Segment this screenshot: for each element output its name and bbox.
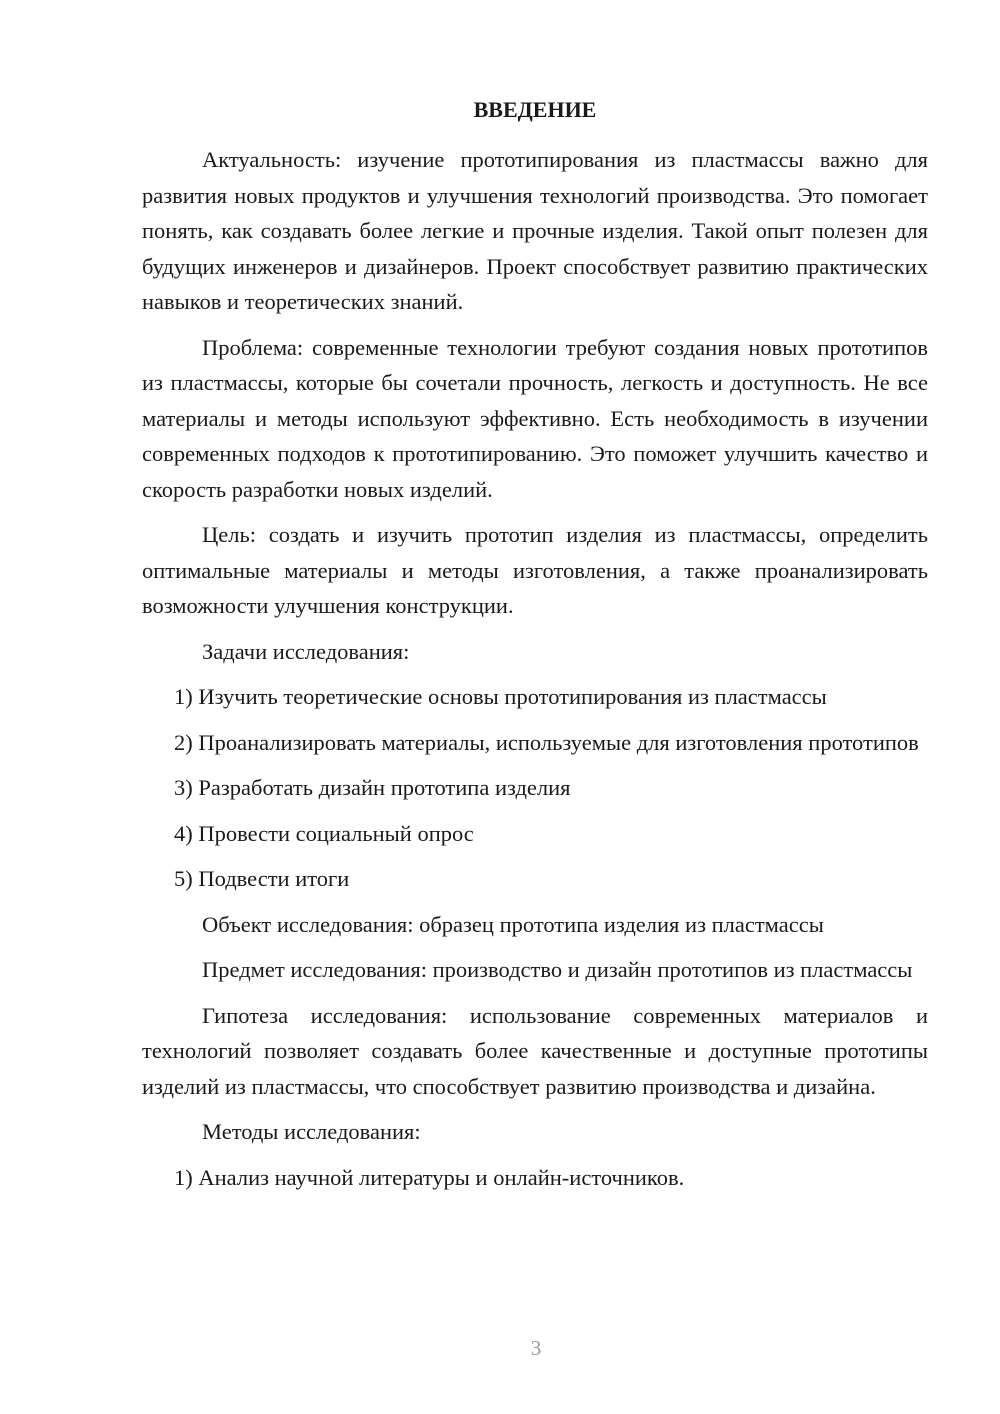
tasks-heading: Задачи исследования: xyxy=(202,638,410,664)
method-item-1: 1) Анализ научной литературы и онлайн-источников. xyxy=(174,1164,685,1190)
methods-heading: Методы исследования: xyxy=(202,1119,421,1144)
problem-paragraph: Проблема: современные технологии требуют создания новых прототипов из пластмассы, которые бы сочетали прочность, легкость и доступность. Не все материалы и методы используют эффективно. Есть необходимость в изучении современных подходов к прототипированию. Это поможет улучшить качество и скорость разработки новых изделий. xyxy=(142,334,928,502)
task-item-2: 2) Проанализировать материалы, используемые для изготовления прототипов xyxy=(174,729,919,755)
hypothesis-paragraph: Гипотеза исследования: использование современных материалов и технологий позволяет создавать более качественные и доступные прототипы изделий из пластмассы, что способствует развитию производства и дизайна. xyxy=(142,1002,928,1099)
task-item-1: 1) Изучить теоретические основы прототипирования из пластмассы xyxy=(174,684,827,709)
document-page xyxy=(142,94,928,1205)
object-paragraph: Объект исследования: образец прототипа изделия из пластмассы xyxy=(202,911,824,937)
page-title: ВВЕДЕНИЕ xyxy=(473,97,597,122)
task-item-4: 4) Провести социальный опрос xyxy=(174,820,474,846)
task-item-3: 3) Разработать дизайн прототипа изделия xyxy=(174,775,571,800)
goal-paragraph: Цель: создать и изучить прототип изделия из пластмассы, определить оптимальные материалы и методы изготовления, а также проанализировать возможности улучшения конструкции. xyxy=(142,522,928,618)
subject-paragraph: Предмет исследования: производство и дизайн прототипов из пластмассы xyxy=(202,957,913,982)
task-item-5: 5) Подвести итоги xyxy=(174,866,350,891)
relevance-paragraph: Актуальность: изучение прототипирования из пластмассы важно для развития новых продуктов и улучшения технологий производства. Это помогает понять, как создавать более легкие и прочные изделия. Такой опыт полезен для будущих инженеров и дизайнеров. Проект способствует развитию практических навыков и теоретических знаний. xyxy=(142,147,928,314)
page-number: 3 xyxy=(530,1336,542,1360)
